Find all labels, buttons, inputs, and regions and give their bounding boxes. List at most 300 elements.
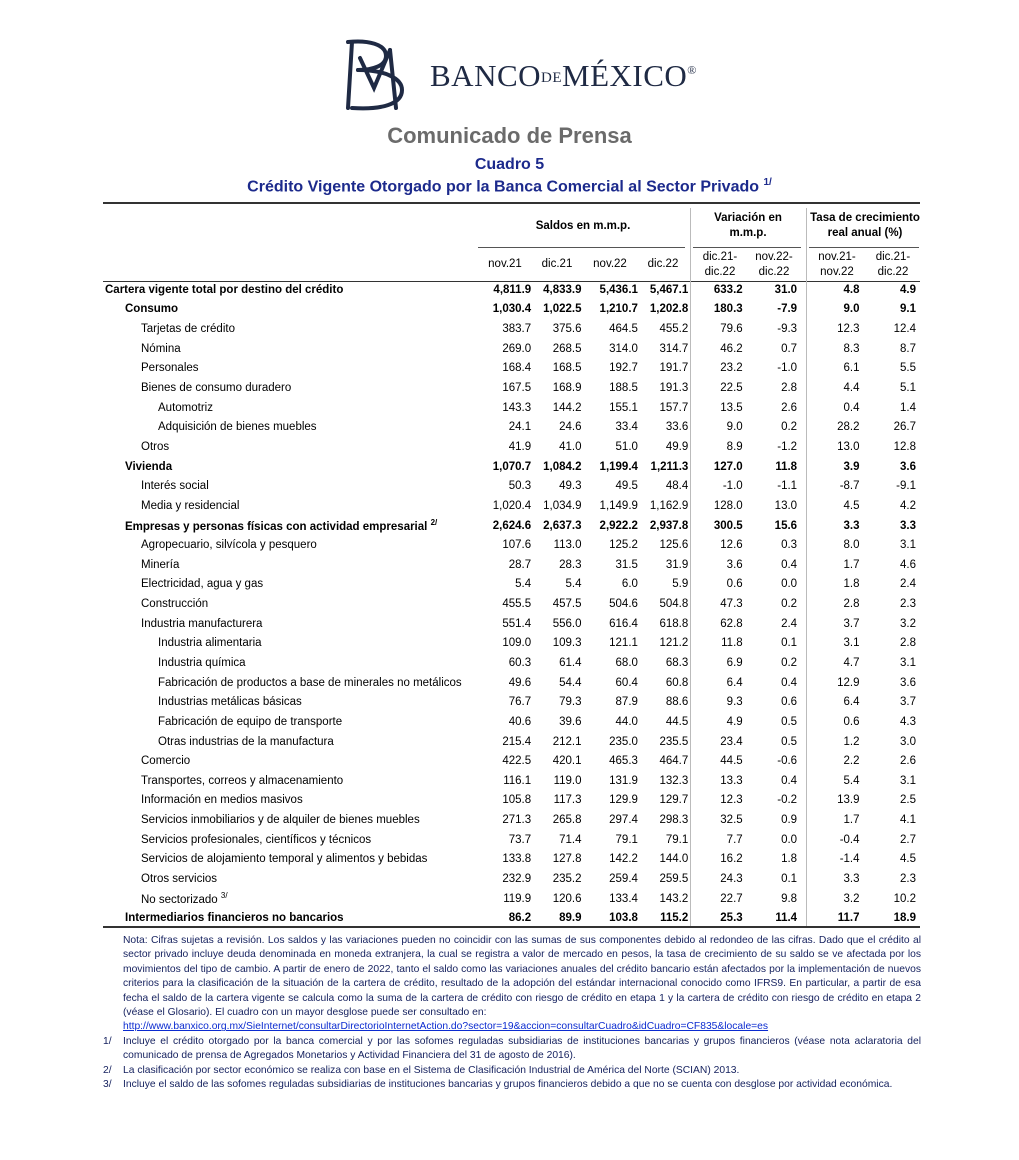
row-value: 5,436.1 (599, 283, 638, 296)
row-value: -1.1 (777, 480, 798, 493)
row-value: 51.0 (615, 440, 638, 453)
row-value: 109.0 (502, 637, 532, 650)
row-value: 235.0 (609, 735, 638, 748)
row-value: 44.5 (720, 755, 743, 768)
row-value: 49.5 (615, 480, 638, 493)
row-value: 8.3 (843, 342, 860, 355)
row-value: 167.5 (502, 382, 532, 395)
row-value: 142.2 (609, 853, 638, 866)
row-value: 2.7 (900, 833, 916, 846)
row-value: 24.6 (559, 421, 582, 434)
row-value: 79.1 (615, 833, 638, 846)
row-value: 269.0 (502, 342, 532, 355)
row-value: 168.9 (552, 382, 582, 395)
row-value: -1.0 (777, 362, 798, 375)
row-value: 3.2 (900, 617, 916, 630)
row-value: 192.7 (609, 362, 638, 375)
row-label: Otros servicios (141, 873, 218, 886)
row-value: 119.0 (553, 774, 582, 787)
row-value: 2,637.3 (543, 519, 582, 532)
row-value: 28.7 (508, 558, 532, 571)
row-value: 2.4 (781, 617, 798, 630)
row-value: 73.7 (508, 833, 532, 846)
row-value: 9.1 (900, 303, 916, 316)
row-label: Nómina (141, 342, 181, 355)
table-row (103, 417, 920, 437)
row-label: Automotriz (158, 401, 213, 414)
row-value: 0.6 (781, 696, 798, 709)
row-value: 47.3 (720, 598, 743, 611)
document-type-heading: Comunicado de Prensa (387, 123, 632, 148)
row-value: 16.2 (720, 853, 743, 866)
row-value: 0.1 (781, 873, 798, 886)
col-header-nov21: nov.21 (488, 258, 522, 270)
row-value: 10.2 (893, 892, 916, 905)
row-label: Vivienda (125, 460, 173, 473)
row-value: 188.5 (609, 382, 638, 395)
row-value: 2,624.6 (492, 519, 532, 532)
row-value: 49.6 (508, 676, 532, 689)
row-value: 76.7 (508, 696, 532, 709)
row-value: 13.0 (774, 499, 798, 512)
row-value: 1,199.4 (599, 460, 638, 473)
row-value: 6.4 (843, 696, 860, 709)
row-value: 6.0 (621, 578, 638, 591)
row-value: 61.4 (559, 656, 582, 669)
row-value: 68.3 (665, 656, 689, 669)
row-value: 62.8 (720, 617, 743, 630)
row-value: 26.7 (893, 421, 916, 434)
col-header-dic22: dic.22 (647, 258, 679, 270)
row-value: 2,922.2 (599, 519, 638, 532)
table-row (103, 575, 920, 595)
row-value: 12.9 (837, 676, 860, 689)
row-value: 23.4 (720, 735, 743, 748)
row-value: 1,162.9 (649, 499, 689, 512)
row-value: 3.7 (900, 696, 916, 709)
row-value: 22.7 (720, 892, 743, 905)
table-row (103, 850, 920, 870)
row-value: 0.5 (781, 735, 798, 748)
row-value: 12.4 (893, 323, 916, 336)
row-value: 1.8 (843, 578, 860, 591)
row-value: 13.5 (720, 401, 743, 414)
table-row (103, 437, 920, 457)
table-top-rule (103, 202, 920, 204)
row-value: 0.0 (781, 833, 798, 846)
row-value: 44.5 (665, 715, 689, 728)
row-value: 235.5 (659, 735, 689, 748)
row-value: 9.0 (843, 303, 860, 316)
row-value: 33.6 (665, 421, 689, 434)
row-value: -1.4 (839, 853, 860, 866)
row-value: 2.5 (900, 794, 916, 807)
row-value: 422.5 (502, 755, 532, 768)
row-value: 11.7 (837, 912, 860, 925)
row-label: Tarjetas de crédito (141, 323, 235, 336)
row-value: 71.4 (559, 833, 582, 846)
row-value: 60.4 (615, 676, 638, 689)
row-value: 119.9 (503, 892, 532, 905)
row-value: 125.6 (659, 539, 689, 552)
row-value: 88.6 (665, 696, 689, 709)
row-label: Servicios de alojamiento temporal y alimentos y bebidas (141, 853, 428, 866)
row-value: 41.0 (559, 440, 582, 453)
row-value: 4.4 (843, 382, 860, 395)
row-value: 129.9 (609, 794, 638, 807)
table-row (103, 751, 920, 771)
row-label: Información en medios masivos (141, 794, 303, 807)
row-label: Industria alimentaria (158, 637, 262, 650)
row-value: 4.6 (900, 558, 916, 571)
row-value: 0.3 (781, 539, 798, 552)
table-row (103, 339, 920, 359)
row-value: 3.3 (900, 519, 916, 532)
row-value: 144.0 (659, 853, 689, 866)
table-row (103, 300, 920, 320)
row-value: 5.1 (900, 382, 916, 395)
row-value: 18.9 (893, 912, 916, 925)
saldos-group-header: Saldos en m.m.p. (535, 220, 631, 232)
row-label: Consumo (125, 303, 179, 316)
row-value: 2.4 (900, 578, 916, 591)
table-row (103, 869, 920, 889)
row-value: 131.9 (609, 774, 638, 787)
row-value: 107.6 (502, 539, 532, 552)
row-value: 103.8 (609, 912, 638, 925)
row-value: 157.7 (659, 401, 689, 414)
table-row (103, 555, 920, 575)
row-value: 12.3 (837, 323, 860, 336)
row-value: -0.4 (839, 833, 860, 846)
row-value: 314.7 (659, 342, 689, 355)
row-value: 48.4 (665, 480, 689, 493)
row-value: 13.3 (720, 774, 743, 787)
row-label: Comercio (141, 755, 191, 768)
row-value: 105.8 (502, 794, 532, 807)
footnotes (103, 934, 921, 1092)
row-value: 298.3 (659, 814, 689, 827)
table-row (103, 496, 920, 516)
row-value: 79.6 (720, 323, 743, 336)
row-value: 191.3 (659, 382, 689, 395)
row-value: 268.5 (552, 342, 582, 355)
row-label: Personales (141, 362, 199, 375)
row-value: 1,070.7 (492, 460, 532, 473)
row-value: -1.2 (777, 440, 798, 453)
row-value: 115.2 (660, 912, 689, 925)
row-value: 168.4 (502, 362, 532, 375)
row-value: 2.3 (900, 873, 916, 886)
row-value: 40.6 (508, 715, 532, 728)
row-value: 383.7 (502, 323, 532, 336)
row-value: -0.6 (777, 755, 798, 768)
row-value: 633.2 (713, 283, 743, 296)
row-value: 3.1 (843, 637, 860, 650)
row-label: Transportes, correos y almacenamiento (141, 774, 344, 787)
row-value: 3.2 (843, 892, 860, 905)
row-value: 4,833.9 (543, 283, 582, 296)
row-value: 41.9 (508, 440, 532, 453)
row-value: 616.4 (609, 617, 638, 630)
row-value: 3.1 (900, 774, 916, 787)
row-value: 1,210.7 (599, 303, 638, 316)
row-value: 0.1 (781, 637, 798, 650)
table-row (103, 280, 920, 300)
row-value: 5.4 (565, 578, 582, 591)
row-value: 117.3 (553, 794, 582, 807)
row-value: 0.7 (781, 342, 798, 355)
row-value: 235.2 (552, 873, 582, 886)
table-number: Cuadro 5 (474, 156, 545, 173)
row-value: 4.2 (900, 499, 916, 512)
table-bottom-rule (103, 926, 920, 928)
row-value: -1.0 (722, 480, 743, 493)
footnote-3: 3/ Incluye el saldo de las sofomes reguladas subsidiarias de instituciones bancarias y grupos financieros debido a que no se cuenta con desglose por actividad económica. (103, 1079, 893, 1091)
row-value: 1.8 (781, 853, 798, 866)
row-value: 113.0 (553, 539, 582, 552)
row-label: Agropecuario, silvícola y pesquero (141, 539, 317, 552)
row-value: 1,211.3 (650, 460, 689, 473)
row-value: 464.5 (609, 323, 638, 336)
row-value: 12.8 (893, 440, 916, 453)
row-value: 79.1 (665, 833, 689, 846)
row-value: 1.7 (843, 558, 860, 571)
row-value: -9.1 (896, 480, 916, 493)
banxico-logo (338, 38, 698, 112)
row-label: Electricidad, agua y gas (141, 578, 264, 591)
row-value: 556.0 (552, 617, 582, 630)
row-value: 49.9 (665, 440, 689, 453)
row-value: 5.4 (515, 578, 532, 591)
table-row (103, 535, 920, 555)
row-label: Media y residencial (141, 499, 240, 512)
table-row (103, 712, 920, 732)
row-value: 11.8 (775, 460, 798, 473)
row-value: 144.2 (552, 401, 582, 414)
row-value: 0.4 (781, 558, 798, 571)
row-value: 8.7 (900, 342, 916, 355)
row-value: 2,937.8 (649, 519, 689, 532)
row-value: 3.7 (843, 617, 860, 630)
variacion-group-rule (693, 247, 801, 248)
table-row (103, 732, 920, 752)
row-value: 0.6 (726, 578, 743, 591)
row-value: 6.4 (726, 676, 743, 689)
row-value: 2.8 (900, 637, 916, 650)
tasa-group-header: Tasa de crecimiento real anual (%) (810, 212, 920, 239)
table-row (103, 830, 920, 850)
row-value: 23.2 (720, 362, 743, 375)
table-row (103, 378, 920, 398)
row-value: 1.4 (900, 401, 916, 414)
row-value: 6.9 (726, 656, 743, 669)
row-label: Fabricación de productos a base de minerales no metálicos (158, 676, 462, 689)
row-value: 9.8 (781, 892, 798, 905)
row-value: 3.9 (843, 460, 860, 473)
col-header-tasa-nov21-nov22: nov.21- nov.22 (818, 251, 856, 278)
row-value: 0.0 (781, 578, 798, 591)
row-value: 8.0 (843, 539, 860, 552)
row-value: 24.1 (508, 421, 532, 434)
row-value: 300.5 (713, 519, 743, 532)
row-value: 259.4 (609, 873, 638, 886)
row-value: 49.3 (559, 480, 582, 493)
row-value: 3.3 (843, 519, 860, 532)
row-value: 12.6 (720, 539, 743, 552)
row-value: 1,149.9 (599, 499, 638, 512)
row-value: 11.4 (775, 912, 798, 925)
col-header-nov22: nov.22 (593, 258, 627, 270)
row-value: 89.9 (559, 912, 582, 925)
row-value: 4.5 (843, 499, 860, 512)
row-value: 2.8 (843, 598, 860, 611)
row-value: 31.0 (774, 283, 798, 296)
row-value: 121.2 (659, 637, 689, 650)
row-value: 0.2 (781, 421, 798, 434)
table-row (103, 692, 920, 712)
row-label: Interés social (141, 480, 209, 493)
row-value: 116.1 (503, 774, 532, 787)
row-value: 3.1 (900, 656, 916, 669)
row-value: 465.3 (609, 755, 638, 768)
table-row (103, 653, 920, 673)
row-value: 455.2 (659, 323, 689, 336)
row-value: 6.1 (843, 362, 860, 375)
row-value: 22.5 (720, 382, 743, 395)
row-value: 457.5 (552, 598, 582, 611)
row-value: 133.4 (609, 892, 638, 905)
row-value: 212.1 (552, 735, 582, 748)
table-row (103, 791, 920, 811)
row-value: 9.0 (726, 421, 743, 434)
row-value: 4.9 (726, 715, 743, 728)
row-value: -0.2 (777, 794, 798, 807)
banxico-emblem-icon (338, 38, 418, 112)
row-value: 314.0 (609, 342, 638, 355)
row-value: 4.9 (900, 283, 916, 296)
table-row (103, 457, 920, 477)
row-value: 1.7 (843, 814, 860, 827)
footnote-1: 1/ Incluye el crédito otorgado por la banca comercial y por las sofomes reguladas subsidiarias de instituciones bancarias y grupos financieros (véase nota aclaratoria del comunicado de prensa de Agregados Monetarios y Actividad Financiera del 31 de agosto de 2016). (103, 1035, 921, 1062)
row-value: -8.7 (839, 480, 860, 493)
row-value: 1,022.5 (543, 303, 582, 316)
row-label: Empresas y personas físicas con actividad empresarial $^{2/}$ (125, 518, 438, 533)
row-value: 13.0 (837, 440, 860, 453)
row-value: 60.8 (665, 676, 689, 689)
row-label: Adquisición de bienes muebles (158, 421, 317, 434)
row-value: 551.4 (502, 617, 532, 630)
row-value: 9.3 (726, 696, 743, 709)
row-value: 232.9 (502, 873, 532, 886)
row-value: 3.1 (900, 539, 916, 552)
row-label: Servicios inmobiliarios y de alquiler de bienes muebles (141, 814, 420, 827)
table-row (103, 476, 920, 496)
row-value: 0.5 (781, 715, 798, 728)
row-value: 5.5 (900, 362, 916, 375)
variacion-group-header: Variación en m.m.p. (714, 212, 782, 239)
note-general: Nota: Cifras sujetas a revisión. Los saldos y las variaciones pueden no coincidir con las sumas de sus componentes debido al redondeo de las cifras. Dado que el crédito al sector privado incluye deuda denominada en moneda extranjera, la cual se registra a valor de mercado en pesos, la tasa de crecimiento de su saldo se ve afectada por los movimientos del tipo de cambio. A partir de enero de 2022, tanto el saldo como las variaciones anuales del crédito bancario están afectados por la implementación de nuevos criterios para la clasificación de la situación de la cartera de crédito, resultado de la adopción del estándar internacional conocido como IFRS9. En particular, a partir de esa fecha el saldo de la cartera vigente se calcula como la suma de la cartera de crédito con riesgo de crédito en etapa 1 y la cartera de crédito con riesgo de crédito en etapa 2 (véase el Glosario). El cuadro con un mayor desglose puede ser consultado en: http://www.banxico.org.mx/SieInternet/consultarDirectorioInternetAction.do?sector=19&accion=consultarCuadro&idCuadro=CF835&locale=es (123, 935, 921, 1033)
row-label: Fabricación de equipo de transporte (158, 715, 343, 728)
row-value: 8.9 (726, 440, 743, 453)
row-value: 1,030.4 (492, 303, 532, 316)
row-value: 271.3 (502, 814, 532, 827)
row-value: 39.6 (559, 715, 582, 728)
row-value: 28.2 (837, 421, 860, 434)
row-value: 265.8 (552, 814, 582, 827)
row-value: 68.0 (615, 656, 638, 669)
row-value: 31.9 (665, 558, 689, 571)
row-value: 618.8 (659, 617, 689, 630)
col-header-tasa-dic21-dic22: dic.21- dic.22 (875, 251, 911, 278)
row-label: Intermediarios financieros no bancarios (125, 912, 344, 925)
row-value: 132.3 (659, 774, 689, 787)
row-value: -9.3 (777, 323, 798, 336)
table-row (103, 398, 920, 418)
col-header-var-nov22-dic22: nov.22- dic.22 (755, 251, 793, 278)
row-value: 420.1 (552, 755, 582, 768)
col-header-var-dic21-dic22: dic.21- dic.22 (702, 251, 738, 278)
row-label: Bienes de consumo duradero (141, 382, 292, 395)
table-row (103, 771, 920, 791)
footnote-2: 2/ La clasificación por sector económico se realiza con base en el Sistema de Clasificación Industrial de América del Norte (SCIAN) 2013. (103, 1064, 740, 1076)
row-value: 133.8 (502, 853, 532, 866)
saldos-group-rule (478, 247, 685, 248)
table-row (103, 359, 920, 379)
banxico-wordmark: BANCODEMÉXICO® (430, 58, 697, 93)
col-header-dic21: dic.21 (541, 258, 573, 270)
row-label: Industrias metálicas básicas (158, 696, 302, 709)
row-value: 297.4 (609, 814, 638, 827)
row-value: 0.4 (781, 774, 798, 787)
row-value: 3.0 (900, 735, 916, 748)
row-value: 0.9 (781, 814, 798, 827)
row-value: 0.4 (781, 676, 798, 689)
row-value: -7.9 (777, 303, 798, 316)
row-value: 60.3 (508, 656, 532, 669)
row-value: 32.5 (720, 814, 743, 827)
row-value: 2.8 (781, 382, 798, 395)
row-value: 127.8 (552, 853, 582, 866)
row-value: 127.0 (713, 460, 743, 473)
row-value: 11.8 (721, 637, 743, 650)
row-value: 504.6 (609, 598, 638, 611)
row-label: Otras industrias de la manufactura (158, 735, 334, 748)
row-value: 155.1 (609, 401, 638, 414)
row-value: 12.3 (720, 794, 743, 807)
row-value: 5.4 (843, 774, 860, 787)
row-value: 3.6 (726, 558, 743, 571)
row-value: 3.6 (900, 676, 916, 689)
banxico-data-link[interactable]: http://www.banxico.org.mx/SieInternet/consultarDirectorioInternetAction.do?sector=19&accion=consultarCuadro&idCuadro=CF835&locale=es (123, 1021, 769, 1033)
row-label: Industria manufacturera (141, 617, 263, 630)
row-value: 50.3 (508, 480, 532, 493)
row-value: 464.7 (659, 755, 689, 768)
row-value: 455.5 (502, 598, 532, 611)
row-value: 109.3 (552, 637, 582, 650)
row-value: 5,467.1 (649, 283, 689, 296)
row-value: 3.3 (843, 873, 860, 886)
row-value: 1,034.9 (543, 499, 582, 512)
row-value: 0.2 (781, 656, 798, 669)
row-value: 2.2 (843, 755, 860, 768)
row-value: 2.6 (781, 401, 798, 414)
credit-table (103, 280, 920, 928)
row-label: Industria química (158, 656, 246, 669)
row-value: 375.6 (552, 323, 582, 336)
table-title: Crédito Vigente Otorgado por la Banca Comercial al Sector Privado $^{1/}$ (247, 177, 772, 196)
row-value: 168.5 (552, 362, 582, 375)
